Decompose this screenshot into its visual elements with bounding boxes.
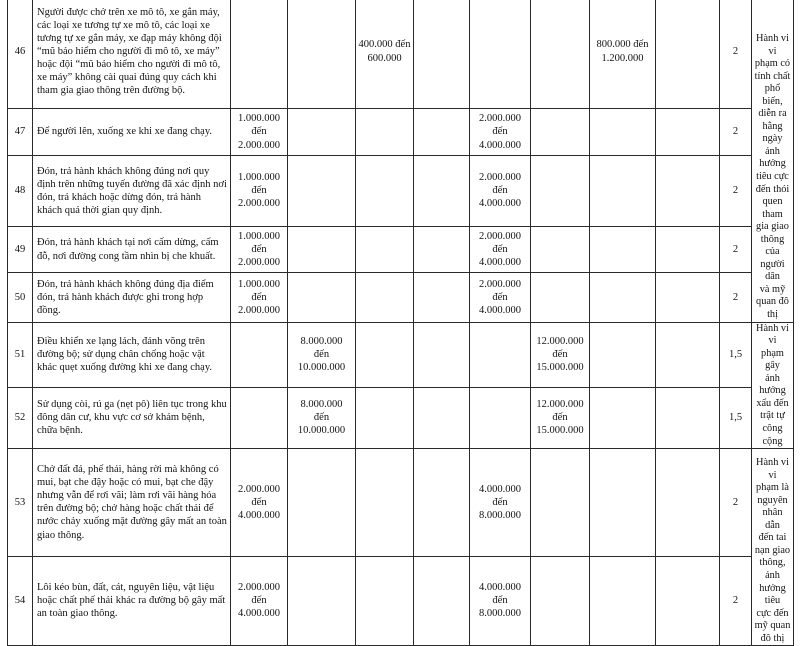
row-number: 52 xyxy=(8,387,33,448)
fine-cell xyxy=(288,226,356,273)
fine-cell xyxy=(288,109,356,156)
row-number: 48 xyxy=(8,155,33,226)
fine-cell xyxy=(590,322,656,387)
points-cell: 1,5 xyxy=(720,322,752,387)
fine-cell xyxy=(531,449,590,557)
points-cell: 2 xyxy=(720,226,752,273)
fine-cell xyxy=(656,556,720,646)
fine-cell xyxy=(656,226,720,273)
fine-cell xyxy=(590,226,656,273)
fine-cell xyxy=(531,155,590,226)
fine-cell xyxy=(414,322,470,387)
fine-cell xyxy=(414,387,470,448)
fine-range: 8.000.000 đến 10.000.000 xyxy=(288,322,356,387)
table-row xyxy=(8,226,794,273)
fine-cell xyxy=(356,556,414,646)
points-cell: 2 xyxy=(720,109,752,156)
row-number: 54 xyxy=(8,556,33,646)
fine-range: 2.000.000 đến 4.000.000 xyxy=(470,155,531,226)
fine-cell xyxy=(656,449,720,557)
fine-cell xyxy=(356,155,414,226)
fine-range: 800.000 đến 1.200.000 xyxy=(590,0,656,109)
fine-cell xyxy=(590,387,656,448)
fine-range: 2.000.000 đến 4.000.000 xyxy=(231,449,288,557)
violation-description: Chở đất đá, phế thải, hàng rời mà không có mui, bạt che đậy hoặc có mui, bạt che đậy nhưng vẫn để rơi vãi; làm rơi vãi hàng hóa trên đường bộ; chở hàng hoặc chất thải để nước chảy xuống mặt đường gây mất an toàn giao thông. xyxy=(33,449,231,557)
fine-range: 2.000.000 đến 4.000.000 xyxy=(231,556,288,646)
row-number: 51 xyxy=(8,322,33,387)
fine-range: 1.000.000 đến 2.000.000 xyxy=(231,226,288,273)
fine-cell xyxy=(356,109,414,156)
fine-cell xyxy=(656,155,720,226)
fine-cell xyxy=(414,0,470,109)
fine-cell xyxy=(288,556,356,646)
table-row xyxy=(8,387,794,448)
violation-description: Điều khiển xe lạng lách, đánh võng trên đường bộ; sử dụng chân chống hoặc vật khác quẹt xuống đường khi xe đang chạy. xyxy=(33,322,231,387)
fine-cell xyxy=(656,273,720,322)
fine-range: 4.000.000 đến 8.000.000 xyxy=(470,556,531,646)
violation-description: Lôi kéo bùn, đất, cát, nguyên liệu, vật liệu hoặc chất phế thải khác ra đường bộ gây mất an toàn giao thông. xyxy=(33,556,231,646)
fine-cell xyxy=(356,273,414,322)
row-number: 50 xyxy=(8,273,33,322)
violation-description: Đón, trả hành khách không đúng nơi quy định trên những tuyến đường đã xác định nơi đón, trả khách hoặc dừng đón, trả hành khách quá thời gian quy định. xyxy=(33,155,231,226)
fine-cell xyxy=(656,0,720,109)
row-number: 47 xyxy=(8,109,33,156)
fine-cell xyxy=(656,387,720,448)
fine-range: 1.000.000 đến 2.000.000 xyxy=(231,109,288,156)
fine-cell xyxy=(656,109,720,156)
fine-range: 400.000 đến 600.000 xyxy=(356,0,414,109)
points-cell: 2 xyxy=(720,556,752,646)
fine-cell xyxy=(470,0,531,109)
reason-note: Hành vi vi phạm có tính chất phổ biến, diễn ra hằng ngày ảnh hưởng tiêu cực đến thói quen tham gia giao thông của người dân và mỹ quan đô thị xyxy=(752,0,794,322)
fine-cell xyxy=(531,226,590,273)
points-cell: 1,5 xyxy=(720,387,752,448)
violation-table xyxy=(7,0,794,646)
row-number: 46 xyxy=(8,0,33,109)
fine-range: 8.000.000 đến 10.000.000 xyxy=(288,387,356,448)
fine-cell xyxy=(414,449,470,557)
violation-description: Sử dụng còi, rú ga (nẹt pô) liên tục trong khu đông dân cư, khu vực cơ sở khám bệnh, chữa bệnh. xyxy=(33,387,231,448)
fine-cell xyxy=(414,226,470,273)
violation-description: Đón, trả hành khách không đúng địa điểm đón, trả hành khách được ghi trong hợp đồng. xyxy=(33,273,231,322)
reason-note: Hành vi vi phạm là nguyên nhân dẫn đến tai nạn giao thông, ảnh hưởng tiêu cực đến mỹ quan đô thị xyxy=(752,449,794,646)
fine-cell xyxy=(590,556,656,646)
fine-cell xyxy=(288,449,356,557)
fine-range: 12.000.000 đến 15.000.000 xyxy=(531,387,590,448)
points-cell: 2 xyxy=(720,273,752,322)
fine-cell xyxy=(531,273,590,322)
fine-cell xyxy=(531,109,590,156)
violation-description: Người được chở trên xe mô tô, xe gắn máy, các loại xe tương tự xe mô tô, các loại xe tương tự xe gắn máy, xe đạp máy không đội “mũ bảo hiểm cho người đi mô tô, xe máy” hoặc đội “mũ bảo hiểm cho người đi mô tô, xe máy” không cài quai đúng quy cách khi tham gia giao thông trên đường bộ. xyxy=(33,0,231,109)
fine-cell xyxy=(288,0,356,109)
fine-cell xyxy=(231,387,288,448)
fine-cell xyxy=(356,322,414,387)
table-row xyxy=(8,556,794,646)
points-cell: 2 xyxy=(720,0,752,109)
fine-range: 2.000.000 đến 4.000.000 xyxy=(470,109,531,156)
violation-description: Đón, trả hành khách tại nơi cấm dừng, cấm đỗ, nơi đường cong tầm nhìn bị che khuất. xyxy=(33,226,231,273)
fine-cell xyxy=(356,226,414,273)
fine-cell xyxy=(590,449,656,557)
fine-range: 1.000.000 đến 2.000.000 xyxy=(231,155,288,226)
fine-range: 2.000.000 đến 4.000.000 xyxy=(470,273,531,322)
fine-cell xyxy=(288,273,356,322)
table-row xyxy=(8,155,794,226)
fine-cell xyxy=(590,155,656,226)
fine-cell xyxy=(470,322,531,387)
row-number: 49 xyxy=(8,226,33,273)
fine-cell xyxy=(231,322,288,387)
fine-cell xyxy=(356,449,414,557)
fine-cell xyxy=(288,155,356,226)
table-row xyxy=(8,109,794,156)
reason-note: Hành vi vi phạm gây ảnh hưởng xấu đến trật tự công cộng xyxy=(752,322,794,448)
fine-cell xyxy=(531,556,590,646)
fine-cell xyxy=(531,0,590,109)
fine-cell xyxy=(414,155,470,226)
violation-description: Để người lên, xuống xe khi xe đang chạy. xyxy=(33,109,231,156)
fine-cell xyxy=(414,109,470,156)
table-row xyxy=(8,322,794,387)
points-cell: 2 xyxy=(720,155,752,226)
fine-cell xyxy=(590,273,656,322)
fine-range: 12.000.000 đến 15.000.000 xyxy=(531,322,590,387)
fine-cell xyxy=(414,273,470,322)
fine-cell xyxy=(656,322,720,387)
fine-cell xyxy=(470,387,531,448)
row-number: 53 xyxy=(8,449,33,557)
fine-range: 1.000.000 đến 2.000.000 xyxy=(231,273,288,322)
table-row xyxy=(8,0,794,109)
fine-cell xyxy=(231,0,288,109)
fine-range: 4.000.000 đến 8.000.000 xyxy=(470,449,531,557)
points-cell: 2 xyxy=(720,449,752,557)
fine-cell xyxy=(414,556,470,646)
fine-cell xyxy=(356,387,414,448)
fine-cell xyxy=(590,109,656,156)
fine-range: 2.000.000 đến 4.000.000 xyxy=(470,226,531,273)
table-row xyxy=(8,449,794,557)
table-row xyxy=(8,273,794,322)
